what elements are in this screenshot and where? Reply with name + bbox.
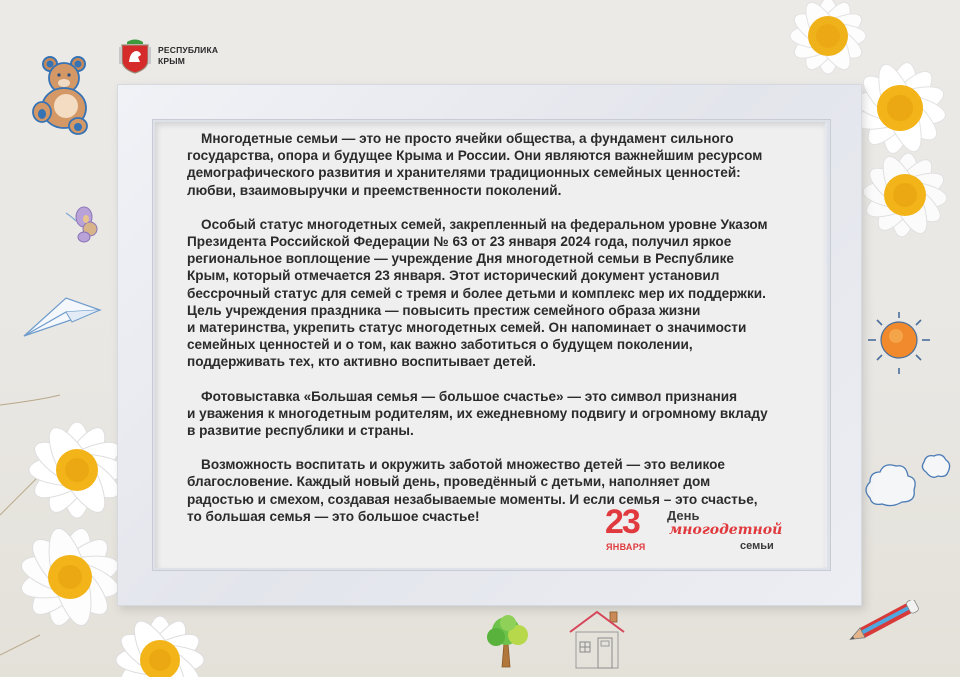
text-line: Президента Российской Федерации № 63 от 23 января 2024 года, получил яркое	[187, 234, 732, 250]
holiday-word-2: многодетной	[669, 522, 783, 538]
paragraph-1	[187, 130, 802, 199]
republic-crimea-logo	[118, 38, 218, 74]
paragraph-3	[187, 388, 802, 440]
text-line: Возможность воспитать и окружить заботой множество детей — это великое	[201, 457, 725, 473]
main-text	[187, 130, 802, 542]
text-line: семейных ценностей и о том, как важно заботиться о будущем поколении,	[187, 337, 693, 353]
text-line: Особый статус многодетных семей, закрепленный на федеральном уровне Указом	[201, 216, 768, 232]
text-line: поддерживать тех, кто активно воспитывает детей.	[187, 354, 536, 370]
text-line: Фотовыставка «Большая семья — большое счастье» — это символ признания	[201, 388, 738, 404]
holiday-month: ЯНВАРЯ	[606, 542, 646, 552]
text-line: и уважения к многодетным родителям, их ежедневному подвигу и огромному вкладу	[187, 405, 768, 421]
pencil-icon	[842, 600, 926, 644]
holiday-word-1: День	[667, 508, 700, 523]
butterfly-icon	[62, 205, 102, 245]
teddy-bear-icon	[30, 56, 98, 136]
logo-line-1: РЕСПУБЛИКА	[158, 45, 219, 55]
house-icon	[568, 608, 628, 670]
text-line: то большая семья — это большое счастье!	[187, 508, 480, 524]
text-line: региональное воплощение — учреждение Дня многодетной семьи в Республике	[187, 251, 734, 267]
text-line: в развитие республики и страны.	[187, 423, 414, 439]
holiday-day: 23	[605, 503, 639, 541]
text-line: Цель учреждения праздника — повысить престиж семейного образа жизни	[187, 302, 701, 318]
text-line: и материнства, укрепить статус многодетных семей. Он напоминает о значимости	[187, 320, 747, 336]
holiday-logo	[603, 505, 793, 555]
paper-plane-icon	[22, 296, 102, 338]
text-line: государства, опора и будущее Крыма и России. Они являются важнейшим ресурсом	[187, 148, 763, 164]
paragraph-2	[187, 216, 802, 371]
text-line: бессрочный статус для семей с тремя и более детьми и комплекс мер их поддержки.	[187, 285, 766, 301]
sun-icon	[866, 310, 932, 376]
text-line: радостью и смехом, создавая незабываемые моменты. И если семья – это счастье,	[187, 491, 758, 507]
coat-of-arms-icon	[118, 38, 152, 74]
clouds-icon	[862, 450, 952, 510]
tree-icon	[484, 613, 530, 669]
holiday-word-3: семьи	[740, 540, 774, 552]
text-line: демографического развития и хранителями традиционных семейных ценностей:	[187, 165, 741, 181]
text-line: Многодетные семьи — это не просто ячейки общества, а фундамент сильного	[201, 131, 734, 146]
text-line: любви, взаимовыручки и преемственности поколений.	[187, 182, 562, 198]
logo-line-2: КРЫМ	[158, 56, 186, 66]
text-line: благословение. Каждый новый день, проведённый с детьми, наполняет дом	[187, 474, 711, 490]
text-line: Крым, который отмечается 23 января. Этот исторический документ установил	[187, 268, 720, 284]
